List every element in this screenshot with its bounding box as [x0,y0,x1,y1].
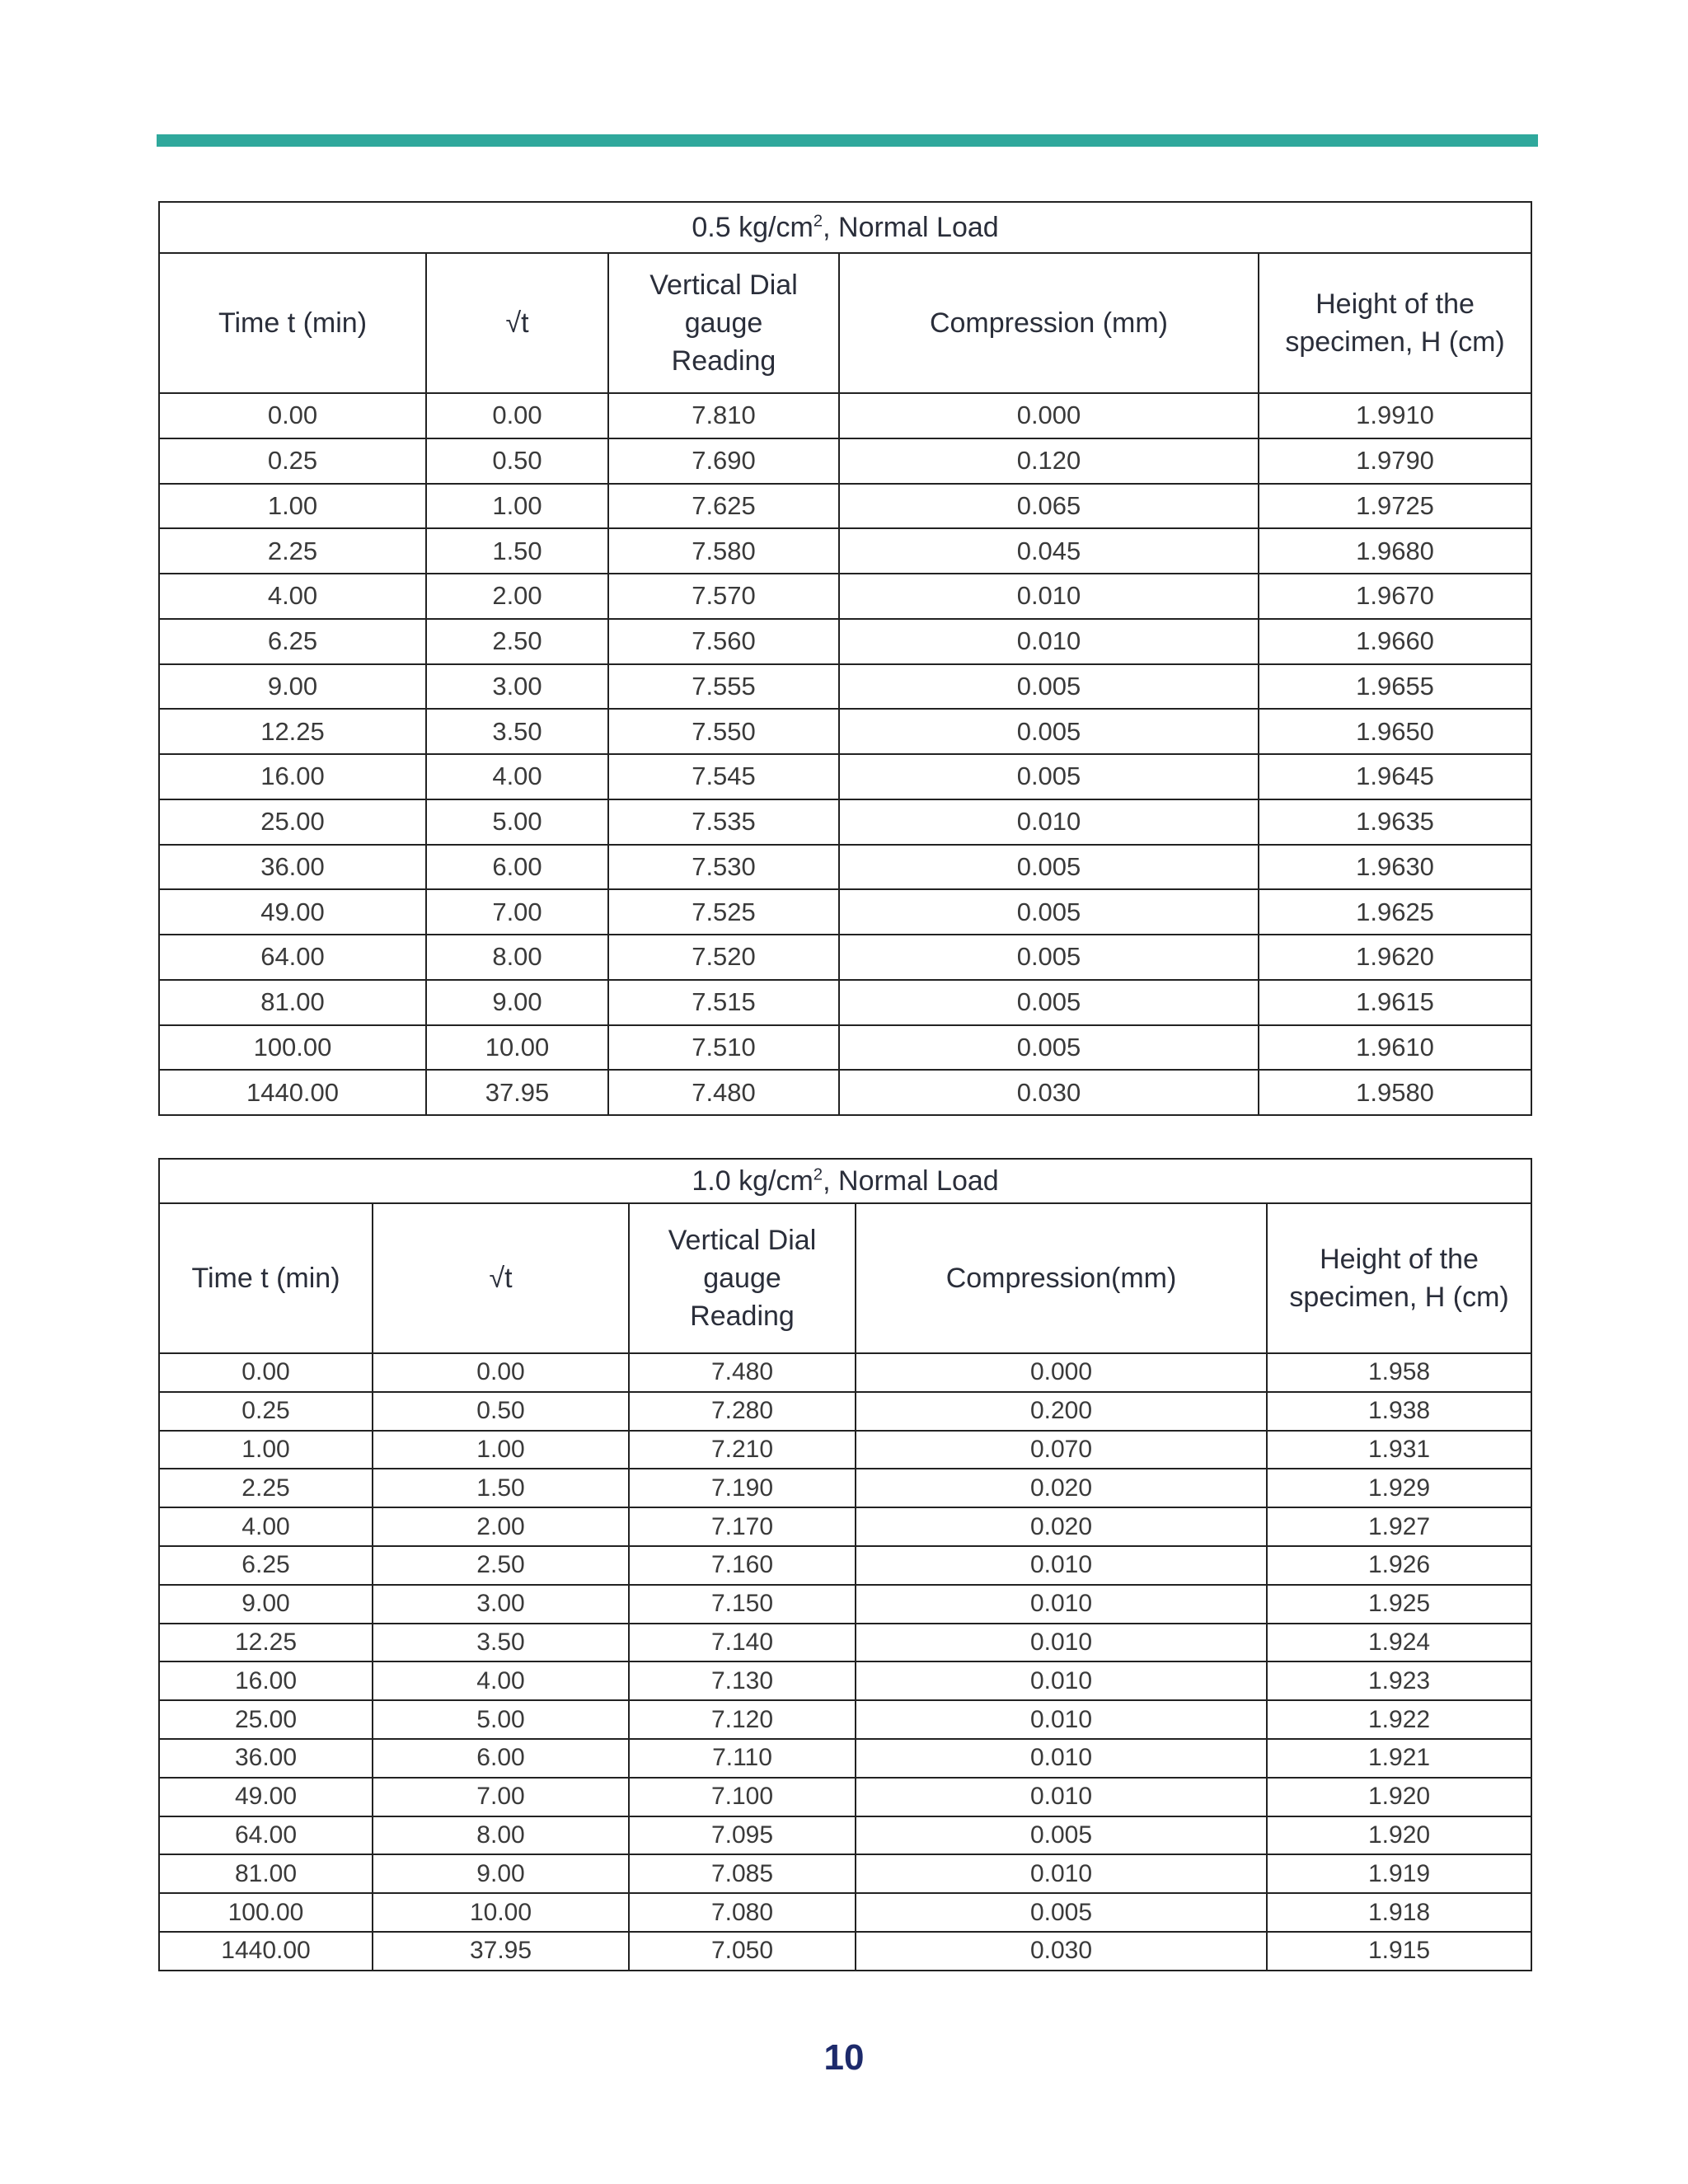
cell-compression: 0.120 [839,438,1259,484]
cell-sqrt-time: 5.00 [426,799,608,845]
table-row [159,484,1531,529]
cell-compression: 0.010 [856,1739,1267,1778]
cell-sqrt-time: 8.00 [426,935,608,980]
cell-specimen-height: 1.9660 [1259,619,1531,664]
cell-sqrt-time: 7.00 [426,889,608,935]
cell-sqrt-time: 9.00 [426,980,608,1025]
cell-compression: 0.005 [839,754,1259,799]
cell-specimen-height: 1.9650 [1259,709,1531,754]
cell-sqrt-time: 9.00 [373,1854,629,1893]
cell-compression: 0.010 [856,1854,1267,1893]
cell-specimen-height: 1.9655 [1259,664,1531,710]
table-row [159,1431,1531,1469]
cell-specimen-height: 1.915 [1267,1932,1531,1971]
cell-dial-reading: 7.095 [629,1816,856,1855]
cell-time: 0.00 [159,1353,373,1392]
header-compression: Compression (mm) [839,253,1259,393]
header-accent-bar [157,134,1538,147]
cell-compression: 0.010 [839,799,1259,845]
table-row [159,1624,1531,1662]
cell-compression: 0.010 [856,1778,1267,1816]
header-time: Time t (min) [159,253,426,393]
cell-time: 36.00 [159,845,426,890]
table-row [159,1661,1531,1700]
cell-sqrt-time: 37.95 [373,1932,629,1971]
table-row [159,1854,1531,1893]
cell-compression: 0.005 [856,1893,1267,1932]
cell-compression: 0.005 [839,845,1259,890]
cell-dial-reading: 7.555 [608,664,839,710]
cell-compression: 0.000 [839,393,1259,438]
cell-time: 4.00 [159,574,426,619]
cell-compression: 0.010 [839,619,1259,664]
cell-time: 6.25 [159,1546,373,1585]
cell-sqrt-time: 1.00 [373,1431,629,1469]
cell-specimen-height: 1.9610 [1259,1025,1531,1071]
cell-compression: 0.005 [839,889,1259,935]
cell-dial-reading: 7.525 [608,889,839,935]
cell-compression: 0.005 [856,1816,1267,1855]
header-time: Time t (min) [159,1203,373,1353]
cell-time: 0.25 [159,438,426,484]
cell-dial-reading: 7.550 [608,709,839,754]
cell-dial-reading: 7.140 [629,1624,856,1662]
cell-dial-reading: 7.150 [629,1585,856,1624]
table-row [159,1353,1531,1392]
cell-time: 81.00 [159,1854,373,1893]
cell-time: 64.00 [159,935,426,980]
cell-compression: 0.000 [856,1353,1267,1392]
cell-time: 36.00 [159,1739,373,1778]
cell-sqrt-time: 1.00 [426,484,608,529]
table-row [159,574,1531,619]
cell-sqrt-time: 0.00 [426,393,608,438]
table-body [159,393,1531,1115]
table-row [159,528,1531,574]
cell-time: 1440.00 [159,1932,373,1971]
cell-time: 12.25 [159,1624,373,1662]
cell-dial-reading: 7.085 [629,1854,856,1893]
table-row [159,1932,1531,1971]
cell-time: 2.25 [159,1469,373,1507]
cell-time: 49.00 [159,889,426,935]
cell-time: 12.25 [159,709,426,754]
table-row [159,1778,1531,1816]
cell-dial-reading: 7.130 [629,1661,856,1700]
cell-dial-reading: 7.190 [629,1469,856,1507]
cell-dial-reading: 7.530 [608,845,839,890]
cell-sqrt-time: 37.95 [426,1070,608,1115]
table-row [159,1469,1531,1507]
header-compression: Compression(mm) [856,1203,1267,1353]
cell-dial-reading: 7.510 [608,1025,839,1071]
table-row [159,935,1531,980]
header-specimen-height: Height of the specimen, H (cm) [1267,1203,1531,1353]
header-dial-reading: Vertical Dial gauge Reading [629,1203,856,1353]
cell-specimen-height: 1.9725 [1259,484,1531,529]
cell-dial-reading: 7.580 [608,528,839,574]
table-row [159,619,1531,664]
cell-dial-reading: 7.100 [629,1778,856,1816]
cell-time: 25.00 [159,1700,373,1739]
cell-specimen-height: 1.9630 [1259,845,1531,890]
table-caption [159,202,1531,253]
cell-dial-reading: 7.545 [608,754,839,799]
table-row [159,1816,1531,1855]
cell-specimen-height: 1.958 [1267,1353,1531,1392]
cell-time: 9.00 [159,1585,373,1624]
cell-compression: 0.020 [856,1507,1267,1546]
cell-compression: 0.070 [856,1431,1267,1469]
cell-compression: 0.005 [839,1025,1259,1071]
cell-specimen-height: 1.9670 [1259,574,1531,619]
cell-time: 64.00 [159,1816,373,1855]
cell-specimen-height: 1.931 [1267,1431,1531,1469]
cell-specimen-height: 1.9680 [1259,528,1531,574]
table-row [159,1507,1531,1546]
cell-sqrt-time: 1.50 [373,1469,629,1507]
cell-sqrt-time: 1.50 [426,528,608,574]
cell-sqrt-time: 3.00 [426,664,608,710]
cell-time: 6.25 [159,619,426,664]
table-row [159,980,1531,1025]
cell-sqrt-time: 2.00 [373,1507,629,1546]
cell-dial-reading: 7.625 [608,484,839,529]
caption-superscript: 2 [813,212,823,231]
table-row [159,709,1531,754]
table-row [159,393,1531,438]
cell-specimen-height: 1.921 [1267,1739,1531,1778]
cell-time: 1.00 [159,1431,373,1469]
cell-specimen-height: 1.9620 [1259,935,1531,980]
cell-specimen-height: 1.929 [1267,1469,1531,1507]
table-row [159,754,1531,799]
cell-time: 0.25 [159,1392,373,1431]
table-normal-load-0-5 [158,201,1532,1116]
header-sqrt-time: √t [373,1203,629,1353]
cell-time: 4.00 [159,1507,373,1546]
table-row [159,1700,1531,1739]
cell-compression: 0.045 [839,528,1259,574]
cell-dial-reading: 7.210 [629,1431,856,1469]
cell-time: 16.00 [159,1661,373,1700]
cell-compression: 0.065 [839,484,1259,529]
header-sqrt-time: √t [426,253,608,393]
cell-specimen-height: 1.924 [1267,1624,1531,1662]
table-header-row [159,253,1531,393]
cell-compression: 0.010 [856,1661,1267,1700]
cell-time: 81.00 [159,980,426,1025]
cell-dial-reading: 7.535 [608,799,839,845]
cell-sqrt-time: 4.00 [426,754,608,799]
cell-compression: 0.005 [839,709,1259,754]
cell-dial-reading: 7.080 [629,1893,856,1932]
cell-compression: 0.010 [839,574,1259,619]
cell-sqrt-time: 2.00 [426,574,608,619]
cell-specimen-height: 1.9635 [1259,799,1531,845]
cell-dial-reading: 7.120 [629,1700,856,1739]
table-row [159,889,1531,935]
cell-compression: 0.020 [856,1469,1267,1507]
cell-sqrt-time: 10.00 [426,1025,608,1071]
cell-compression: 0.010 [856,1700,1267,1739]
cell-sqrt-time: 0.50 [426,438,608,484]
cell-time: 25.00 [159,799,426,845]
cell-sqrt-time: 7.00 [373,1778,629,1816]
cell-compression: 0.005 [839,980,1259,1025]
cell-sqrt-time: 3.50 [373,1624,629,1662]
cell-dial-reading: 7.810 [608,393,839,438]
cell-compression: 0.005 [839,664,1259,710]
cell-compression: 0.010 [856,1546,1267,1585]
cell-sqrt-time: 2.50 [426,619,608,664]
caption-suffix: , Normal Load [823,1165,999,1197]
cell-time: 100.00 [159,1893,373,1932]
cell-dial-reading: 7.690 [608,438,839,484]
cell-specimen-height: 1.938 [1267,1392,1531,1431]
cell-specimen-height: 1.9625 [1259,889,1531,935]
cell-specimen-height: 1.9615 [1259,980,1531,1025]
table-row [159,799,1531,845]
cell-specimen-height: 1.9580 [1259,1070,1531,1115]
header-specimen-height: Height of the specimen, H (cm) [1259,253,1531,393]
table-row [159,1585,1531,1624]
cell-dial-reading: 7.110 [629,1739,856,1778]
cell-compression: 0.010 [856,1585,1267,1624]
cell-specimen-height: 1.918 [1267,1893,1531,1932]
cell-dial-reading: 7.515 [608,980,839,1025]
table-caption [159,1159,1531,1203]
cell-time: 0.00 [159,393,426,438]
page-number: 10 [823,2037,865,2078]
table-row [159,1739,1531,1778]
cell-sqrt-time: 0.50 [373,1392,629,1431]
header-dial-reading: Vertical Dial gauge Reading [608,253,839,393]
table-row [159,1546,1531,1585]
cell-sqrt-time: 8.00 [373,1816,629,1855]
cell-sqrt-time: 6.00 [373,1739,629,1778]
table-row [159,1025,1531,1071]
table-row [159,664,1531,710]
table-normal-load-1-0 [158,1158,1532,1971]
cell-specimen-height: 1.926 [1267,1546,1531,1585]
cell-time: 49.00 [159,1778,373,1816]
caption-value: 0.5 kg/cm [692,211,814,243]
table-header-row [159,1203,1531,1353]
cell-dial-reading: 7.560 [608,619,839,664]
caption-suffix: , Normal Load [823,211,999,243]
cell-dial-reading: 7.280 [629,1392,856,1431]
cell-dial-reading: 7.480 [608,1070,839,1115]
table-row [159,1893,1531,1932]
cell-sqrt-time: 5.00 [373,1700,629,1739]
cell-sqrt-time: 0.00 [373,1353,629,1392]
cell-sqrt-time: 10.00 [373,1893,629,1932]
cell-specimen-height: 1.9790 [1259,438,1531,484]
cell-dial-reading: 7.170 [629,1507,856,1546]
cell-dial-reading: 7.050 [629,1932,856,1971]
cell-time: 1.00 [159,484,426,529]
cell-dial-reading: 7.570 [608,574,839,619]
table-row [159,438,1531,484]
caption-superscript: 2 [813,1165,823,1184]
cell-compression: 0.030 [856,1932,1267,1971]
cell-compression: 0.010 [856,1624,1267,1662]
cell-specimen-height: 1.920 [1267,1778,1531,1816]
cell-time: 1440.00 [159,1070,426,1115]
cell-dial-reading: 7.480 [629,1353,856,1392]
cell-sqrt-time: 3.50 [426,709,608,754]
cell-time: 16.00 [159,754,426,799]
cell-sqrt-time: 2.50 [373,1546,629,1585]
table-body [159,1353,1531,1971]
cell-specimen-height: 1.927 [1267,1507,1531,1546]
cell-compression: 0.200 [856,1392,1267,1431]
cell-compression: 0.005 [839,935,1259,980]
cell-sqrt-time: 3.00 [373,1585,629,1624]
cell-compression: 0.030 [839,1070,1259,1115]
cell-time: 9.00 [159,664,426,710]
table-row [159,845,1531,890]
cell-sqrt-time: 6.00 [426,845,608,890]
cell-specimen-height: 1.919 [1267,1854,1531,1893]
cell-specimen-height: 1.920 [1267,1816,1531,1855]
cell-time: 100.00 [159,1025,426,1071]
cell-dial-reading: 7.160 [629,1546,856,1585]
cell-time: 2.25 [159,528,426,574]
cell-specimen-height: 1.922 [1267,1700,1531,1739]
cell-specimen-height: 1.9645 [1259,754,1531,799]
caption-value: 1.0 kg/cm [692,1165,814,1197]
cell-sqrt-time: 4.00 [373,1661,629,1700]
cell-specimen-height: 1.923 [1267,1661,1531,1700]
cell-specimen-height: 1.925 [1267,1585,1531,1624]
cell-specimen-height: 1.9910 [1259,393,1531,438]
table-row [159,1392,1531,1431]
cell-dial-reading: 7.520 [608,935,839,980]
table-row [159,1070,1531,1115]
